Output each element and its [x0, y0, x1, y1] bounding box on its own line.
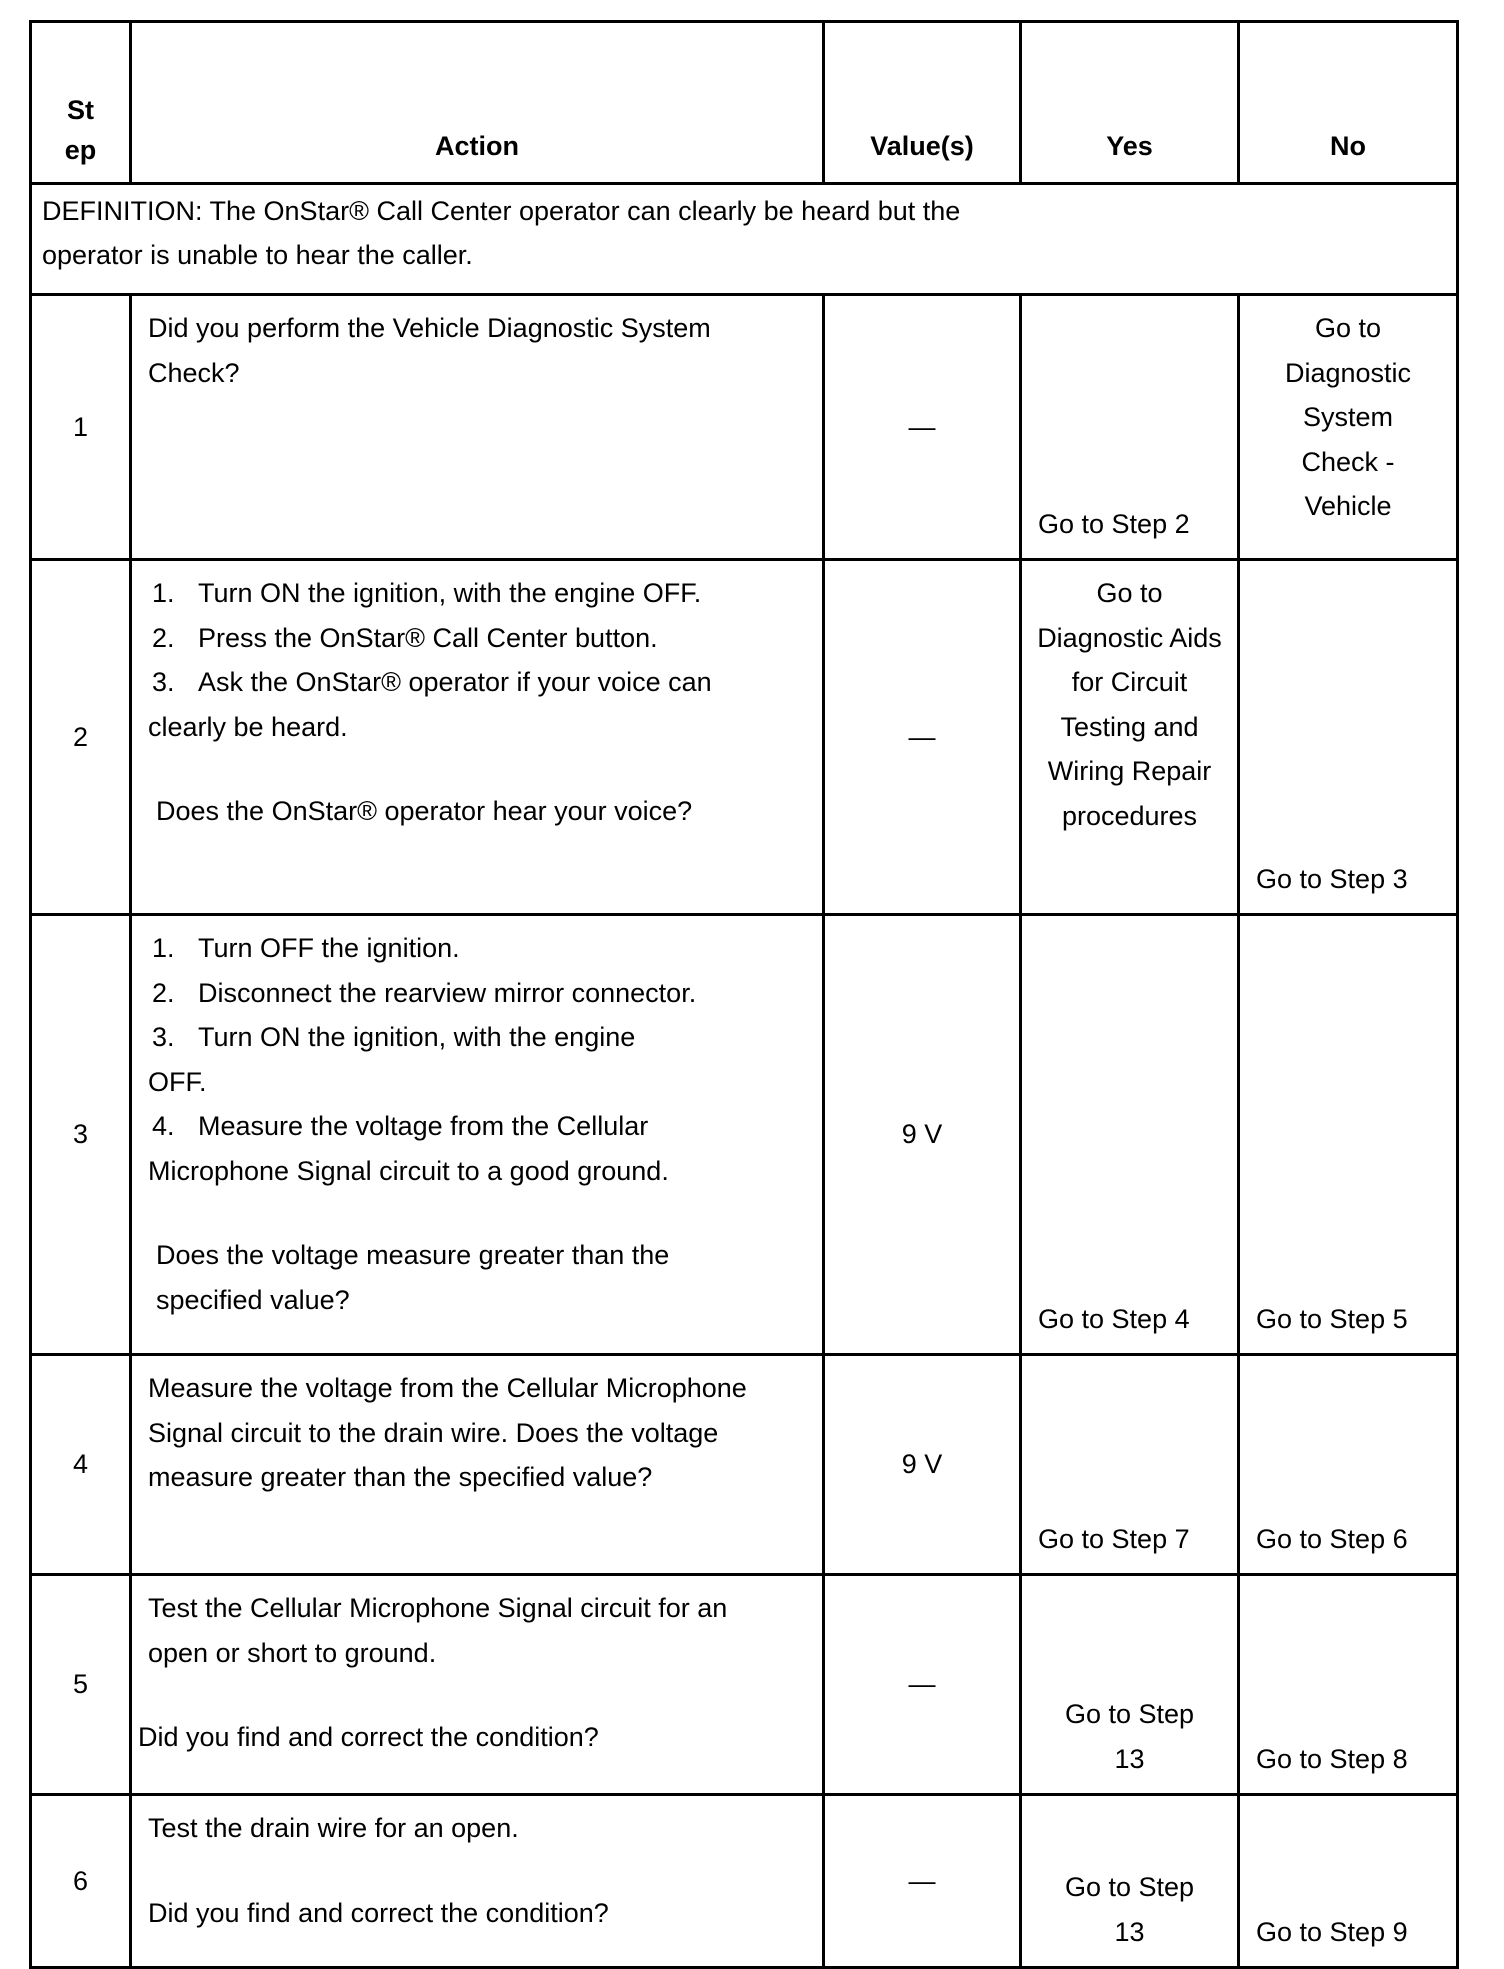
no-cell: Go to Diagnostic System Check - Vehicle	[1239, 295, 1458, 560]
action-cell	[131, 560, 824, 915]
yes-cell: Go to Step 4	[1021, 915, 1239, 1355]
question-text: Does the OnStar® operator hear your voice?	[156, 796, 693, 826]
table-row	[31, 560, 1458, 915]
action-cell: Did you perform the Vehicle Diagnostic System Check?	[131, 295, 824, 560]
value-cell: 9 V	[824, 1355, 1021, 1575]
step-number: 5	[31, 1575, 131, 1795]
list-item: 1. Turn OFF the ignition.	[152, 933, 460, 963]
header-step: St ep	[31, 22, 131, 184]
step-number: 4	[31, 1355, 131, 1575]
table-row	[31, 1355, 1458, 1575]
question-text: Does the voltage measure greater than the specified value?	[156, 1240, 670, 1315]
value-cell: 9 V	[824, 915, 1021, 1355]
yes-cell: Go to Step 2	[1021, 295, 1239, 560]
table-row	[31, 915, 1458, 1355]
list-item: 2. Disconnect the rearview mirror connector.	[152, 977, 697, 1008]
yes-cell: Go to Step 13	[1021, 1575, 1239, 1795]
no-cell: Go to Step 8	[1239, 1575, 1458, 1795]
question-text: Did you find and correct the condition?	[148, 1897, 609, 1928]
list-item: 3. Ask the OnStar® operator if your voice can clearly be heard.	[148, 667, 712, 742]
header-yes: Yes	[1021, 22, 1239, 184]
diagnostic-page	[29, 20, 1459, 1969]
question-text: Did you find and correct the condition?	[138, 1722, 599, 1752]
procedure-list	[148, 926, 812, 1193]
definition-row	[31, 184, 1458, 295]
definition-text: DEFINITION: The OnStar® Call Center operator can clearly be heard but the operator is unable to hear the caller.	[31, 184, 1458, 295]
header-row	[31, 22, 1458, 184]
list-item: 3. Turn ON the ignition, with the engine OFF.	[148, 1022, 636, 1097]
no-cell: Go to Step 3	[1239, 560, 1458, 915]
action-cell: Test the Cellular Microphone Signal circuit for an open or short to ground. Did you find and correct the condition?	[131, 1575, 824, 1795]
value-cell: —	[824, 295, 1021, 560]
value-cell: —	[824, 1795, 1021, 1968]
table-row	[31, 1575, 1458, 1795]
value-cell: —	[824, 1575, 1021, 1795]
yes-cell: Go to Diagnostic Aids for Circuit Testing and Wiring Repair procedures	[1021, 560, 1239, 915]
list-item: 4. Measure the voltage from the Cellular Microphone Signal circuit to a good ground.	[148, 1111, 669, 1186]
no-cell: Go to Step 5	[1239, 915, 1458, 1355]
header-values: Value(s)	[824, 22, 1021, 184]
action-cell	[131, 915, 824, 1355]
yes-cell: Go to Step 13	[1021, 1795, 1239, 1968]
step-number: 2	[31, 560, 131, 915]
action-cell: Measure the voltage from the Cellular Microphone Signal circuit to the drain wire. Does the voltage measure greater than the specified value?	[131, 1355, 824, 1575]
yes-cell: Go to Step 7	[1021, 1355, 1239, 1575]
header-action: Action	[131, 22, 824, 184]
procedure-list	[148, 571, 812, 749]
no-cell: Go to Step 6	[1239, 1355, 1458, 1575]
step-number: 3	[31, 915, 131, 1355]
action-cell: Test the drain wire for an open. Did you find and correct the condition?	[131, 1795, 824, 1968]
diagnostic-table	[29, 20, 1459, 1969]
table-row	[31, 1795, 1458, 1968]
value-cell: —	[824, 560, 1021, 915]
no-cell: Go to Step 9	[1239, 1795, 1458, 1968]
list-item: 1. Turn ON the ignition, with the engine OFF.	[152, 578, 702, 608]
table-row	[31, 295, 1458, 560]
step-number: 1	[31, 295, 131, 560]
header-no: No	[1239, 22, 1458, 184]
step-number: 6	[31, 1795, 131, 1968]
list-item: 2. Press the OnStar® Call Center button.	[152, 622, 658, 653]
